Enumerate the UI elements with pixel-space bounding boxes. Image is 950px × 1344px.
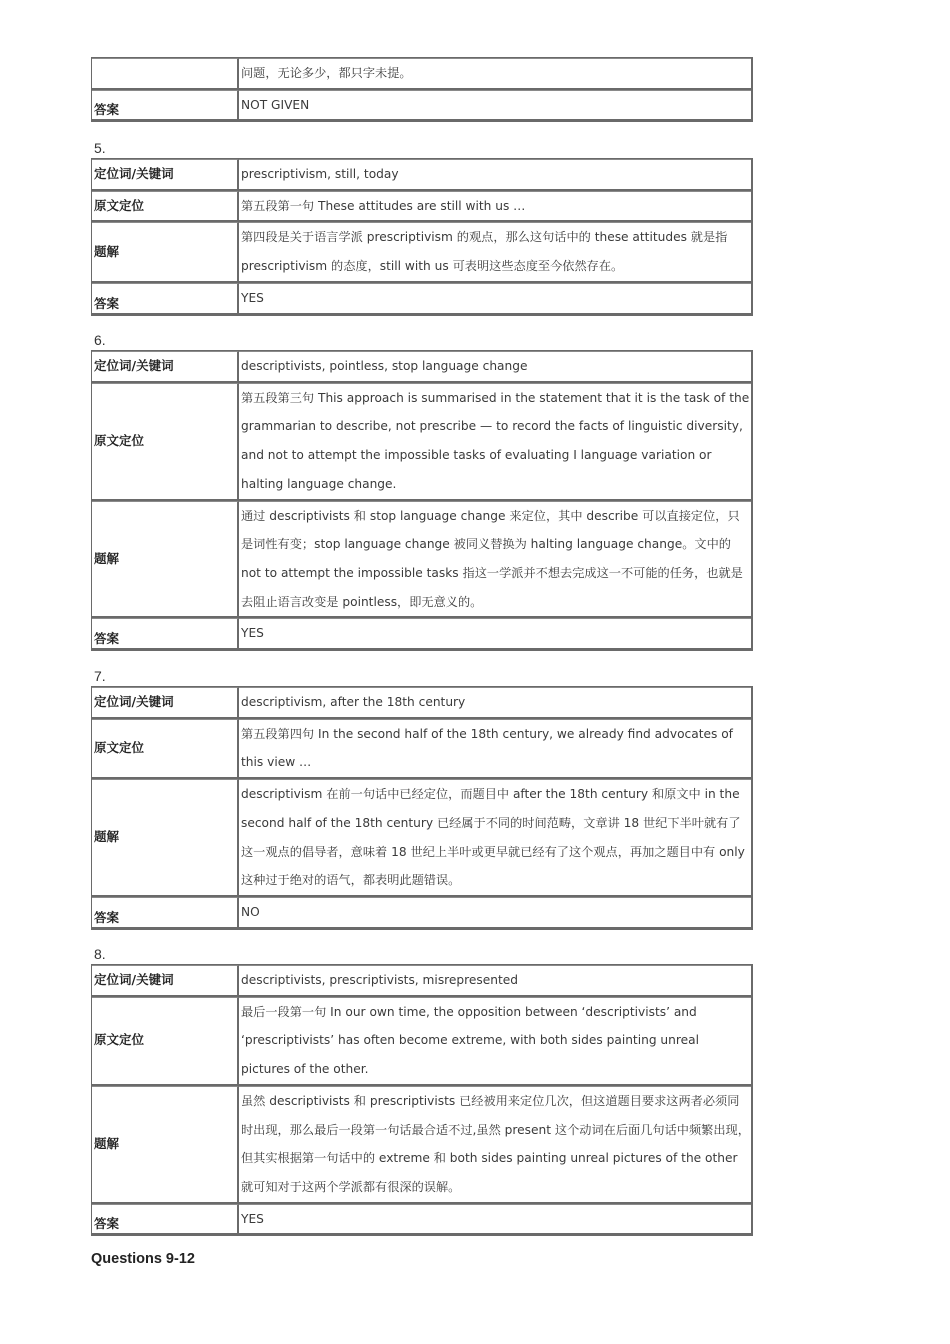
table-row (92, 90, 751, 122)
table-row (92, 501, 751, 619)
keywords-value: descriptivism, after the 18th century (239, 687, 751, 719)
table-row (92, 383, 751, 501)
table-row (92, 997, 751, 1086)
question-number: 7. (94, 668, 106, 684)
answer-label: 答案 (92, 618, 239, 650)
question-number: 6. (94, 332, 106, 348)
keywords-label: 定位词/关键词 (92, 351, 239, 383)
question-number: 8. (94, 946, 106, 962)
explanation-label: 题解 (92, 222, 239, 282)
answer-value: YES (239, 618, 751, 650)
table-row (92, 58, 751, 90)
answer-value: NO (239, 897, 751, 929)
keywords-value: prescriptivism, still, today (239, 159, 751, 191)
answer-value: YES (239, 1204, 751, 1236)
table-row (92, 965, 751, 997)
section-heading: Questions 9-12 (91, 1251, 195, 1267)
table-q8 (91, 964, 753, 1236)
table-q6 (91, 350, 753, 651)
source-location-label: 原文定位 (92, 719, 239, 779)
keywords-value: descriptivists, pointless, stop language change (239, 351, 751, 383)
source-location-label: 原文定位 (92, 383, 239, 501)
keywords-label: 定位词/关键词 (92, 965, 239, 997)
table-row (92, 222, 751, 282)
source-location-label: 原文定位 (92, 191, 239, 223)
table-q4-continued (91, 57, 753, 122)
table-q5 (91, 158, 753, 316)
explanation-value: 第四段是关于语言学派 prescriptivism 的观点，那么这句话中的 these attitudes 就是指 prescriptivism 的态度，still with us 可表明这些态度至今依然存在。 (239, 222, 751, 282)
explanation-label: 题解 (92, 779, 239, 897)
table-row (92, 687, 751, 719)
source-location-value: 第五段第三句 This approach is summarised in the statement that it is the task of the grammarian to describe, not prescribe — to record the facts of linguistic diversity, and not to attempt the impossible tasks of evaluating I language variation or halting language change. (239, 383, 751, 501)
explanation-value: 通过 descriptivists 和 stop language change 来定位，其中 describe 可以直接定位，只是词性有变；stop language change 被同义替换为 halting language change。文中的 not to attempt the impossible tasks 指这一学派并不想去完成这一不可能的任务，也就是去阻止语言改变是 pointless，即无意义的。 (239, 501, 751, 619)
explanation-label: 题解 (92, 501, 239, 619)
answer-label: 答案 (92, 1204, 239, 1236)
table-row (92, 779, 751, 897)
explanation-value: 虽然 descriptivists 和 prescriptivists 已经被用来定位几次，但这道题目要求这两者必须同时出现，那么最后一段第一句话最合适不过,虽然 present 这个动词在后面几句话中频繁出现，但其实根据第一句话中的 extreme 和 both sides painting unreal pictures of the other 就可知对于这两个学派都有很深的误解。 (239, 1086, 751, 1204)
table-row (92, 159, 751, 191)
explanation-value: descriptivism 在前一句话中已经定位，而题目中 after the 18th century 和原文中 in the second half of the 18th century 已经属于不同的时间范畴，文章讲 18 世纪下半叶就有了这一观点的倡导者，意味着 18 世纪上半叶或更早就已经有了这个观点，再加之题目中有 only 这种过于绝对的语气，都表明此题错误。 (239, 779, 751, 897)
answer-label: 答案 (92, 90, 239, 122)
table-row (92, 618, 751, 650)
source-location-value: 第五段第一句 These attitudes are still with us … (239, 191, 751, 223)
explanation-text: 问题，无论多少，都只字未提。 (239, 58, 751, 90)
table-row (92, 351, 751, 383)
source-location-value: 第五段第四句 In the second half of the 18th century, we already find advocates of this view … (239, 719, 751, 779)
table-row (92, 1204, 751, 1236)
question-number: 5. (94, 140, 106, 156)
source-location-value: 最后一段第一句 In our own time, the opposition between ‘descriptivists’ and ‘prescriptivists’ has often become extreme, with both sides painting unreal pictures of the other. (239, 997, 751, 1086)
answer-label: 答案 (92, 283, 239, 315)
row-label-empty (92, 58, 239, 90)
answer-label: 答案 (92, 897, 239, 929)
answer-value: YES (239, 283, 751, 315)
explanation-label: 题解 (92, 1086, 239, 1204)
table-q7 (91, 686, 753, 930)
table-row (92, 283, 751, 315)
table-row (92, 897, 751, 929)
table-row (92, 719, 751, 779)
table-row (92, 191, 751, 223)
keywords-label: 定位词/关键词 (92, 159, 239, 191)
keywords-label: 定位词/关键词 (92, 687, 239, 719)
table-row (92, 1086, 751, 1204)
source-location-label: 原文定位 (92, 997, 239, 1086)
answer-value: NOT GIVEN (239, 90, 751, 122)
keywords-value: descriptivists, prescriptivists, misrepresented (239, 965, 751, 997)
